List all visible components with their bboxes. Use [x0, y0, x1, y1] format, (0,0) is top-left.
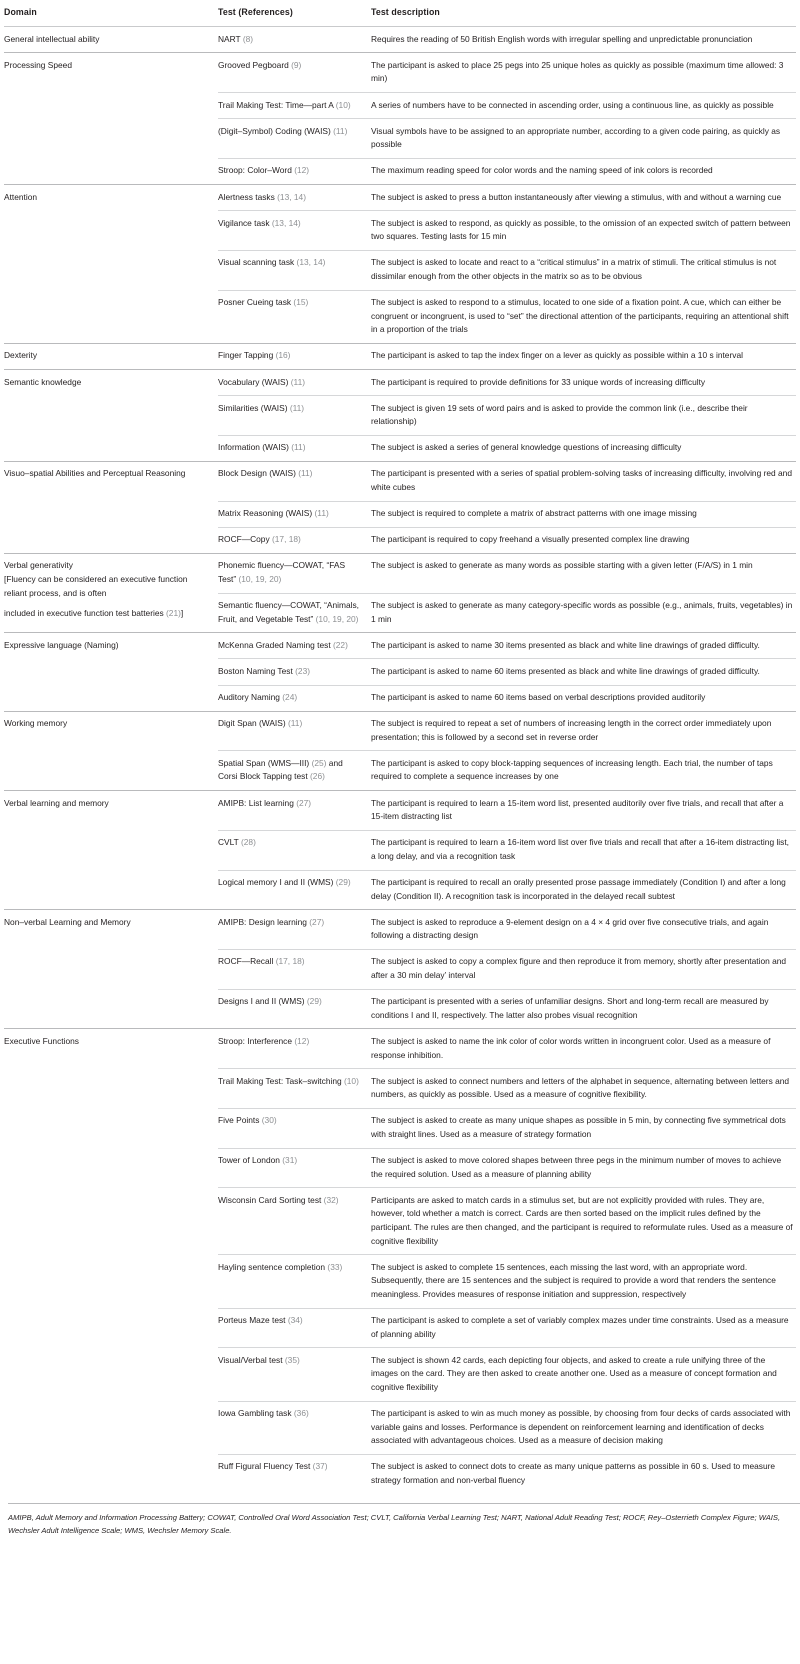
reference-number: (17, 18): [271, 534, 301, 545]
cell-test: [218, 250, 371, 290]
reference-number: (13, 14): [271, 217, 301, 228]
cell-test: [218, 1401, 371, 1454]
reference-number: (11): [291, 442, 306, 453]
cell-domain: [4, 370, 218, 462]
reference-number: (23): [295, 665, 311, 676]
test-label-continued: and Corsi Block Tapping test: [218, 757, 343, 782]
cell-test: [218, 870, 371, 910]
table-header: [4, 0, 796, 27]
cell-description: The subject is asked to copy a complex figure and then reproduce it from memory, shortly after presentation and after a 30 min delay’ interval: [371, 949, 796, 989]
cell-description: The subject is asked to connect dots to create as many unique patterns as possible in 60 s. Used to measure strategy formation and non-verbal fluency: [371, 1454, 796, 1493]
reference-number: (32): [323, 1194, 339, 1205]
cell-test: [218, 343, 371, 369]
cell-description: The subject is asked to locate and react to a “critical stimulus” in a matrix of stimuli. The critical stimulus is not dissimilar enough from the other objects in the matrix so as to be obvious: [371, 250, 796, 290]
cell-description: The participant is required to copy freehand a visually presented complex line drawing: [371, 527, 796, 553]
cell-test: [218, 949, 371, 989]
table-footnote: AMIPB, Adult Memory and Information Processing Battery; COWAT, Controlled Oral Word Association Test; CVLT, California Verbal Learning Test; NART, National Adult Reading Test; ROCF, Rey–Osterrieth Complex Figure; WAIS, Wechsler Adult Intelligence Scale; WMS, Wechsler Memory Scale.: [8, 1512, 781, 1535]
reference-number: (27): [309, 916, 325, 927]
cell-description: The subject is shown 42 cards, each depicting four objects, and asked to create a rule unifying three of the images on the card. They are then asked to create another one. Used as a measure of concept formation and cognitive flexibility: [371, 1348, 796, 1401]
reference-number: (16): [275, 350, 291, 361]
reference-number: (12): [294, 1035, 310, 1046]
cell-description: The subject is asked to connect numbers and letters of the alphabet in sequence, alternating between letters and numbers, as quickly as possible. Used as a measure of cognitive flexibility.: [371, 1069, 796, 1109]
cell-description: The subject is asked to reproduce a 9-element design on a 4 × 4 grid over five consecutive trials, and again following a distracting design: [371, 910, 796, 950]
cell-description: The participant is asked to name 30 items presented as black and white line drawings of graded difficulty.: [371, 633, 796, 659]
domain-label: Non–verbal Learning and Memory: [4, 916, 131, 927]
reference-number: (37): [312, 1461, 328, 1472]
cell-test: [218, 53, 371, 93]
test-label: ROCF—Recall: [218, 956, 276, 967]
test-label: Boston Naming Test: [218, 665, 296, 676]
cell-test: [218, 1069, 371, 1109]
test-label: Trail Making Test: Task–switching: [218, 1075, 344, 1086]
column-header-test: Test (References): [218, 0, 371, 27]
cell-domain: [4, 185, 218, 344]
cell-test: [218, 685, 371, 711]
domain-note-spacer: [4, 600, 206, 607]
cell-description: The subject is given 19 sets of word pairs and is asked to provide the common link (i.e., describe their relationship): [371, 396, 796, 436]
test-label: Semantic fluency—COWAT, “Animals, Fruit, and Vegetable Test”: [218, 600, 360, 624]
table-row: [4, 27, 796, 53]
test-label: McKenna Graded Naming test: [218, 639, 333, 650]
cell-domain: [4, 1029, 218, 1494]
table-row: [4, 711, 796, 751]
test-label: Digit Span (WAIS): [218, 718, 288, 729]
cell-test: [218, 1029, 371, 1069]
reference-number: (36): [293, 1408, 309, 1419]
reference-number: (10): [335, 99, 351, 110]
reference-number: (27): [296, 797, 312, 808]
cell-description: The maximum reading speed for color words and the naming speed of ink colors is recorded: [371, 158, 796, 184]
cell-description: The participant is asked to win as much money as possible, by choosing from four decks of cards associated with variable gains and losses. Performance is dependent on reinforcement learning and identification of decks associated with advantageous choices. Used as a measure of decision making: [371, 1401, 796, 1454]
cell-domain: [4, 633, 218, 711]
cell-test: [218, 633, 371, 659]
cell-description: The subject is asked to complete 15 sentences, each missing the last word, with an appropriate word. Subsequently, there are 15 sentences and the subject is required to provide a word that renders the sentence meaningless. Provides measures of response initiation and suppression, respectively: [371, 1255, 796, 1308]
reference-number: (31): [282, 1155, 298, 1166]
reference-number: (29): [306, 996, 322, 1007]
test-label: Hayling sentence completion: [218, 1261, 328, 1272]
reference-number: (26): [310, 771, 325, 782]
table-row: [4, 343, 796, 369]
test-label: Five Points: [218, 1115, 262, 1126]
cell-test: [218, 27, 371, 53]
test-label: Stroop: Color–Word: [218, 165, 295, 176]
test-label: Wisconsin Card Sorting test: [218, 1194, 324, 1205]
test-label: Spatial Span (WMS—III): [218, 757, 312, 768]
cell-test: [218, 1108, 371, 1148]
cell-description: The participant is asked to copy block-tapping sequences of increasing length. Each trial, the number of taps required to complete a sequence increases by one: [371, 751, 796, 791]
column-header-description: Test description: [371, 0, 796, 27]
test-label: Vocabulary (WAIS): [218, 376, 291, 387]
cell-test: [218, 158, 371, 184]
reference-number: (17, 18): [275, 956, 305, 967]
cell-description: A series of numbers have to be connected in ascending order, using a continuous line, as quickly as possible: [371, 93, 796, 119]
cell-test: [218, 1255, 371, 1308]
cell-domain: [4, 711, 218, 790]
table-header-row: [4, 0, 796, 27]
cell-description: The subject is required to complete a matrix of abstract patterns with one image missing: [371, 501, 796, 527]
reference-number: (10, 19, 20): [315, 613, 359, 624]
cell-test: [218, 501, 371, 527]
cell-description: The subject is asked to respond to a stimulus, located to one side of a fixation point. A cue, which can either be congruent or incongruent, is used to “set” the directional attention of the participants, requiring an attentional shift in a proportion of the trials: [371, 290, 796, 343]
reference-number: (35): [284, 1354, 300, 1365]
reference-number: (30): [261, 1115, 277, 1126]
cell-test: [218, 751, 371, 791]
reference-number: (13, 14): [277, 191, 306, 202]
reference-number: (13, 14): [296, 257, 326, 268]
cell-test: [218, 910, 371, 950]
cell-domain: [4, 791, 218, 910]
test-label: Matrix Reasoning (WAIS): [218, 508, 315, 519]
test-label: Finger Tapping: [218, 350, 276, 361]
cell-test: [218, 527, 371, 553]
test-label: AMIPB: Design learning: [218, 916, 310, 927]
domain-label: Attention: [4, 191, 38, 202]
cell-description: The participant is required to learn a 15-item word list, presented auditorily over five trials, and recall that after a 15-item distracting list: [371, 791, 796, 831]
cell-test: [218, 1348, 371, 1401]
cell-test: [218, 593, 371, 633]
cell-description: The participant is asked to complete a set of variably complex mazes under time constraints. Used as a measure of planning ability: [371, 1308, 796, 1348]
cell-description: Requires the reading of 50 British English words with irregular spelling and unpredictable pronunciation: [371, 33, 753, 44]
reference-number: (15): [293, 297, 309, 308]
test-label: Block Design (WAIS): [218, 468, 299, 479]
domain-label: Visuo–spatial Abilities and Perceptual Reasoning: [4, 468, 186, 479]
footer-divider: [8, 1503, 800, 1504]
cell-test: [218, 1308, 371, 1348]
test-label: AMIPB: List learning: [218, 797, 297, 808]
table-row: [4, 910, 796, 950]
test-label: Designs I and II (WMS): [218, 996, 307, 1007]
table-row: [4, 791, 796, 831]
table-row: [4, 53, 796, 93]
cell-test: [218, 711, 371, 751]
cell-test: [218, 93, 371, 119]
cell-description: The subject is asked to respond, as quickly as possible, to the omission of an expected switch of pattern between two squares. Testing lasts for 15 min: [371, 211, 796, 251]
cell-test: [218, 830, 371, 870]
domain-label: Processing Speed: [4, 59, 72, 70]
reference-number: (24): [282, 692, 298, 703]
test-label: Tower of London: [218, 1155, 283, 1166]
test-label: Grooved Pegboard: [218, 59, 292, 70]
cell-description: The subject is asked to press a button instantaneously after viewing a stimulus, with and without a warning cue: [371, 185, 796, 211]
domain-label: Verbal learning and memory: [4, 797, 109, 808]
cell-description: The subject is asked a series of general knowledge questions of increasing difficulty: [371, 435, 796, 461]
cell-description: The subject is required to repeat a set of numbers of increasing length in the correct order immediately upon presentation; this is followed by a second set in reverse order: [371, 711, 796, 751]
cell-description: The participant is asked to tap the index finger on a lever as quickly as possible within a 10 s interval: [371, 343, 796, 369]
cell-description: The subject is asked to create as many unique shapes as possible in 5 min, by connecting five symmetrical dots with straight lines. Used as a measure of strategy formation: [371, 1108, 796, 1148]
domain-label: Dexterity: [4, 350, 38, 361]
reference-number: (34): [287, 1315, 303, 1326]
reference-number: (22): [332, 639, 348, 650]
cell-test: [218, 396, 371, 436]
domain-label: Working memory: [4, 718, 68, 729]
test-label: Iowa Gambling task: [218, 1408, 294, 1419]
cell-description: The subject is asked to move colored shapes between three pegs in the minimum number of moves to achieve the required solution. Used as a measure of planning ability: [371, 1148, 796, 1188]
domain-note-line-2: included in executive function test batteries (21)]: [4, 608, 184, 619]
reference-number: (10): [343, 1075, 359, 1086]
reference-number: (33): [327, 1261, 343, 1272]
domain-label: Semantic knowledge: [4, 376, 82, 387]
test-label: Logical memory I and II (WMS): [218, 877, 336, 888]
reference-number: (11): [287, 718, 303, 729]
cell-description: Participants are asked to match cards in a stimulus set, but are not explicitly provided with rules. They are, however, told whether a match is correct. Cards are then sorted based on the implicit rules defined by the participant. The rules are then changed, and the participant is required to reformulate rules. Used as a measure of cognitive flexibility: [371, 1188, 796, 1255]
cell-description: The subject is asked to name the ink color of color words written in incongruent color. Used as a measure of response inhibition.: [371, 1029, 796, 1069]
domain-note-line-1: [Fluency can be considered an executive function reliant process, and is often: [4, 573, 188, 598]
cell-test: [218, 211, 371, 251]
domain-label: General intellectual ability: [4, 33, 100, 44]
test-label: Ruff Figural Fluency Test: [218, 1461, 313, 1472]
cell-description: The participant is asked to name 60 items presented as black and white line drawings of graded difficulty.: [371, 659, 796, 685]
reference-number: (28): [240, 837, 256, 848]
cell-description: The participant is required to provide definitions for 33 unique words of increasing difficulty: [371, 370, 796, 396]
table-row: [4, 1029, 796, 1069]
test-label: (Digit–Symbol) Coding (WAIS): [218, 125, 334, 136]
reference-number: (11): [298, 468, 313, 479]
table-row: [4, 553, 796, 593]
test-label: Visual/Verbal test: [218, 1354, 285, 1365]
cell-test: [218, 553, 371, 593]
cell-description: The participant is presented with a series of unfamiliar designs. Short and long-term recall are measured by conditions I and II, respectively. The latter also probes visual recognition: [371, 989, 796, 1029]
cell-domain: [4, 461, 218, 553]
cell-description: The subject is asked to generate as many category-specific words as possible (e.g., animals, fruits, vegetables) in 1 min: [371, 593, 796, 633]
cell-test: [218, 461, 371, 501]
table-row: [4, 370, 796, 396]
cell-description: The participant is required to learn a 16-item word list over five trials and recall that after a 16-item distracting list, a long delay, and via a recognition task: [371, 830, 796, 870]
cell-description: Visual symbols have to be assigned to an appropriate number, according to a given code pairing, as quickly as possible: [371, 119, 796, 159]
reference-number: (12): [294, 165, 310, 176]
test-label: Auditory Naming: [218, 692, 283, 703]
cell-domain: [4, 910, 218, 1029]
table-row: [4, 633, 796, 659]
test-label: Visual scanning task: [218, 257, 297, 268]
reference-number: (11): [333, 125, 348, 136]
test-label: Alertness tasks: [218, 191, 278, 202]
reference-number: (11): [314, 508, 329, 519]
test-label: Posner Cueing task: [218, 297, 294, 308]
cell-test: [218, 1454, 371, 1493]
cell-domain: [4, 343, 218, 369]
cell-test: [218, 119, 371, 159]
reference-number: (8): [242, 33, 254, 44]
cell-test: [218, 435, 371, 461]
cell-test: [218, 185, 371, 211]
cell-test: [218, 290, 371, 343]
test-label: Trail Making Test: Time—part A: [218, 99, 336, 110]
test-label: ROCF—Copy: [218, 534, 272, 545]
table-body: [4, 27, 796, 1494]
test-label: Porteus Maze test: [218, 1315, 288, 1326]
column-header-domain: Domain: [4, 0, 218, 27]
reference-number: (29): [335, 877, 351, 888]
cell-test: [218, 659, 371, 685]
cell-description: The participant is presented with a series of spatial problem-solving tasks of increasing difficulty, involving red and white cubes: [371, 461, 796, 501]
test-label: Phonemic fluency—COWAT, “FAS Test”: [218, 560, 346, 584]
reference-number: (11): [289, 402, 305, 413]
cell-description: The participant is required to recall an orally presented prose passage immediately (Condition I) and after a long delay (Condition II). A recognition task is incorporated in the delayed recall subtest: [371, 870, 796, 910]
test-label: NART: [218, 33, 243, 44]
test-label: Vigilance task: [218, 217, 272, 228]
cell-domain: [4, 27, 218, 53]
reference-number: (21): [166, 608, 181, 619]
test-label: Information (WAIS): [218, 442, 292, 453]
reference-number: (11): [290, 376, 306, 387]
cell-test: [218, 791, 371, 831]
domain-label: Executive Functions: [4, 1035, 79, 1046]
test-label: CVLT: [218, 837, 241, 848]
cell-domain: [4, 553, 218, 632]
cell-test: [218, 370, 371, 396]
cell-test: [218, 1188, 371, 1255]
cell-description: The participant is asked to name 60 items based on verbal descriptions provided auditorily: [371, 685, 796, 711]
cell-domain: [4, 53, 218, 185]
domain-label: Verbal generativity: [4, 560, 73, 571]
domain-label: Expressive language (Naming): [4, 639, 119, 650]
cell-test: [218, 989, 371, 1029]
test-label: Stroop: Interference: [218, 1035, 295, 1046]
reference-number: (10, 19, 20): [238, 573, 282, 584]
reference-number: (25): [311, 757, 327, 768]
cell-description: The subject is asked to generate as many words as possible starting with a given letter (F/A/S) in 1 min: [371, 553, 796, 593]
table-row: [4, 185, 796, 211]
neuropsychological-tests-table: [4, 0, 796, 1494]
cell-test: [218, 1148, 371, 1188]
reference-number: (9): [291, 59, 302, 70]
test-label: Similarities (WAIS): [218, 402, 290, 413]
table-row: [4, 461, 796, 501]
cell-description: The participant is asked to place 25 pegs into 25 unique holes as quickly as possible (maximum time allowed: 3 min): [371, 53, 796, 93]
